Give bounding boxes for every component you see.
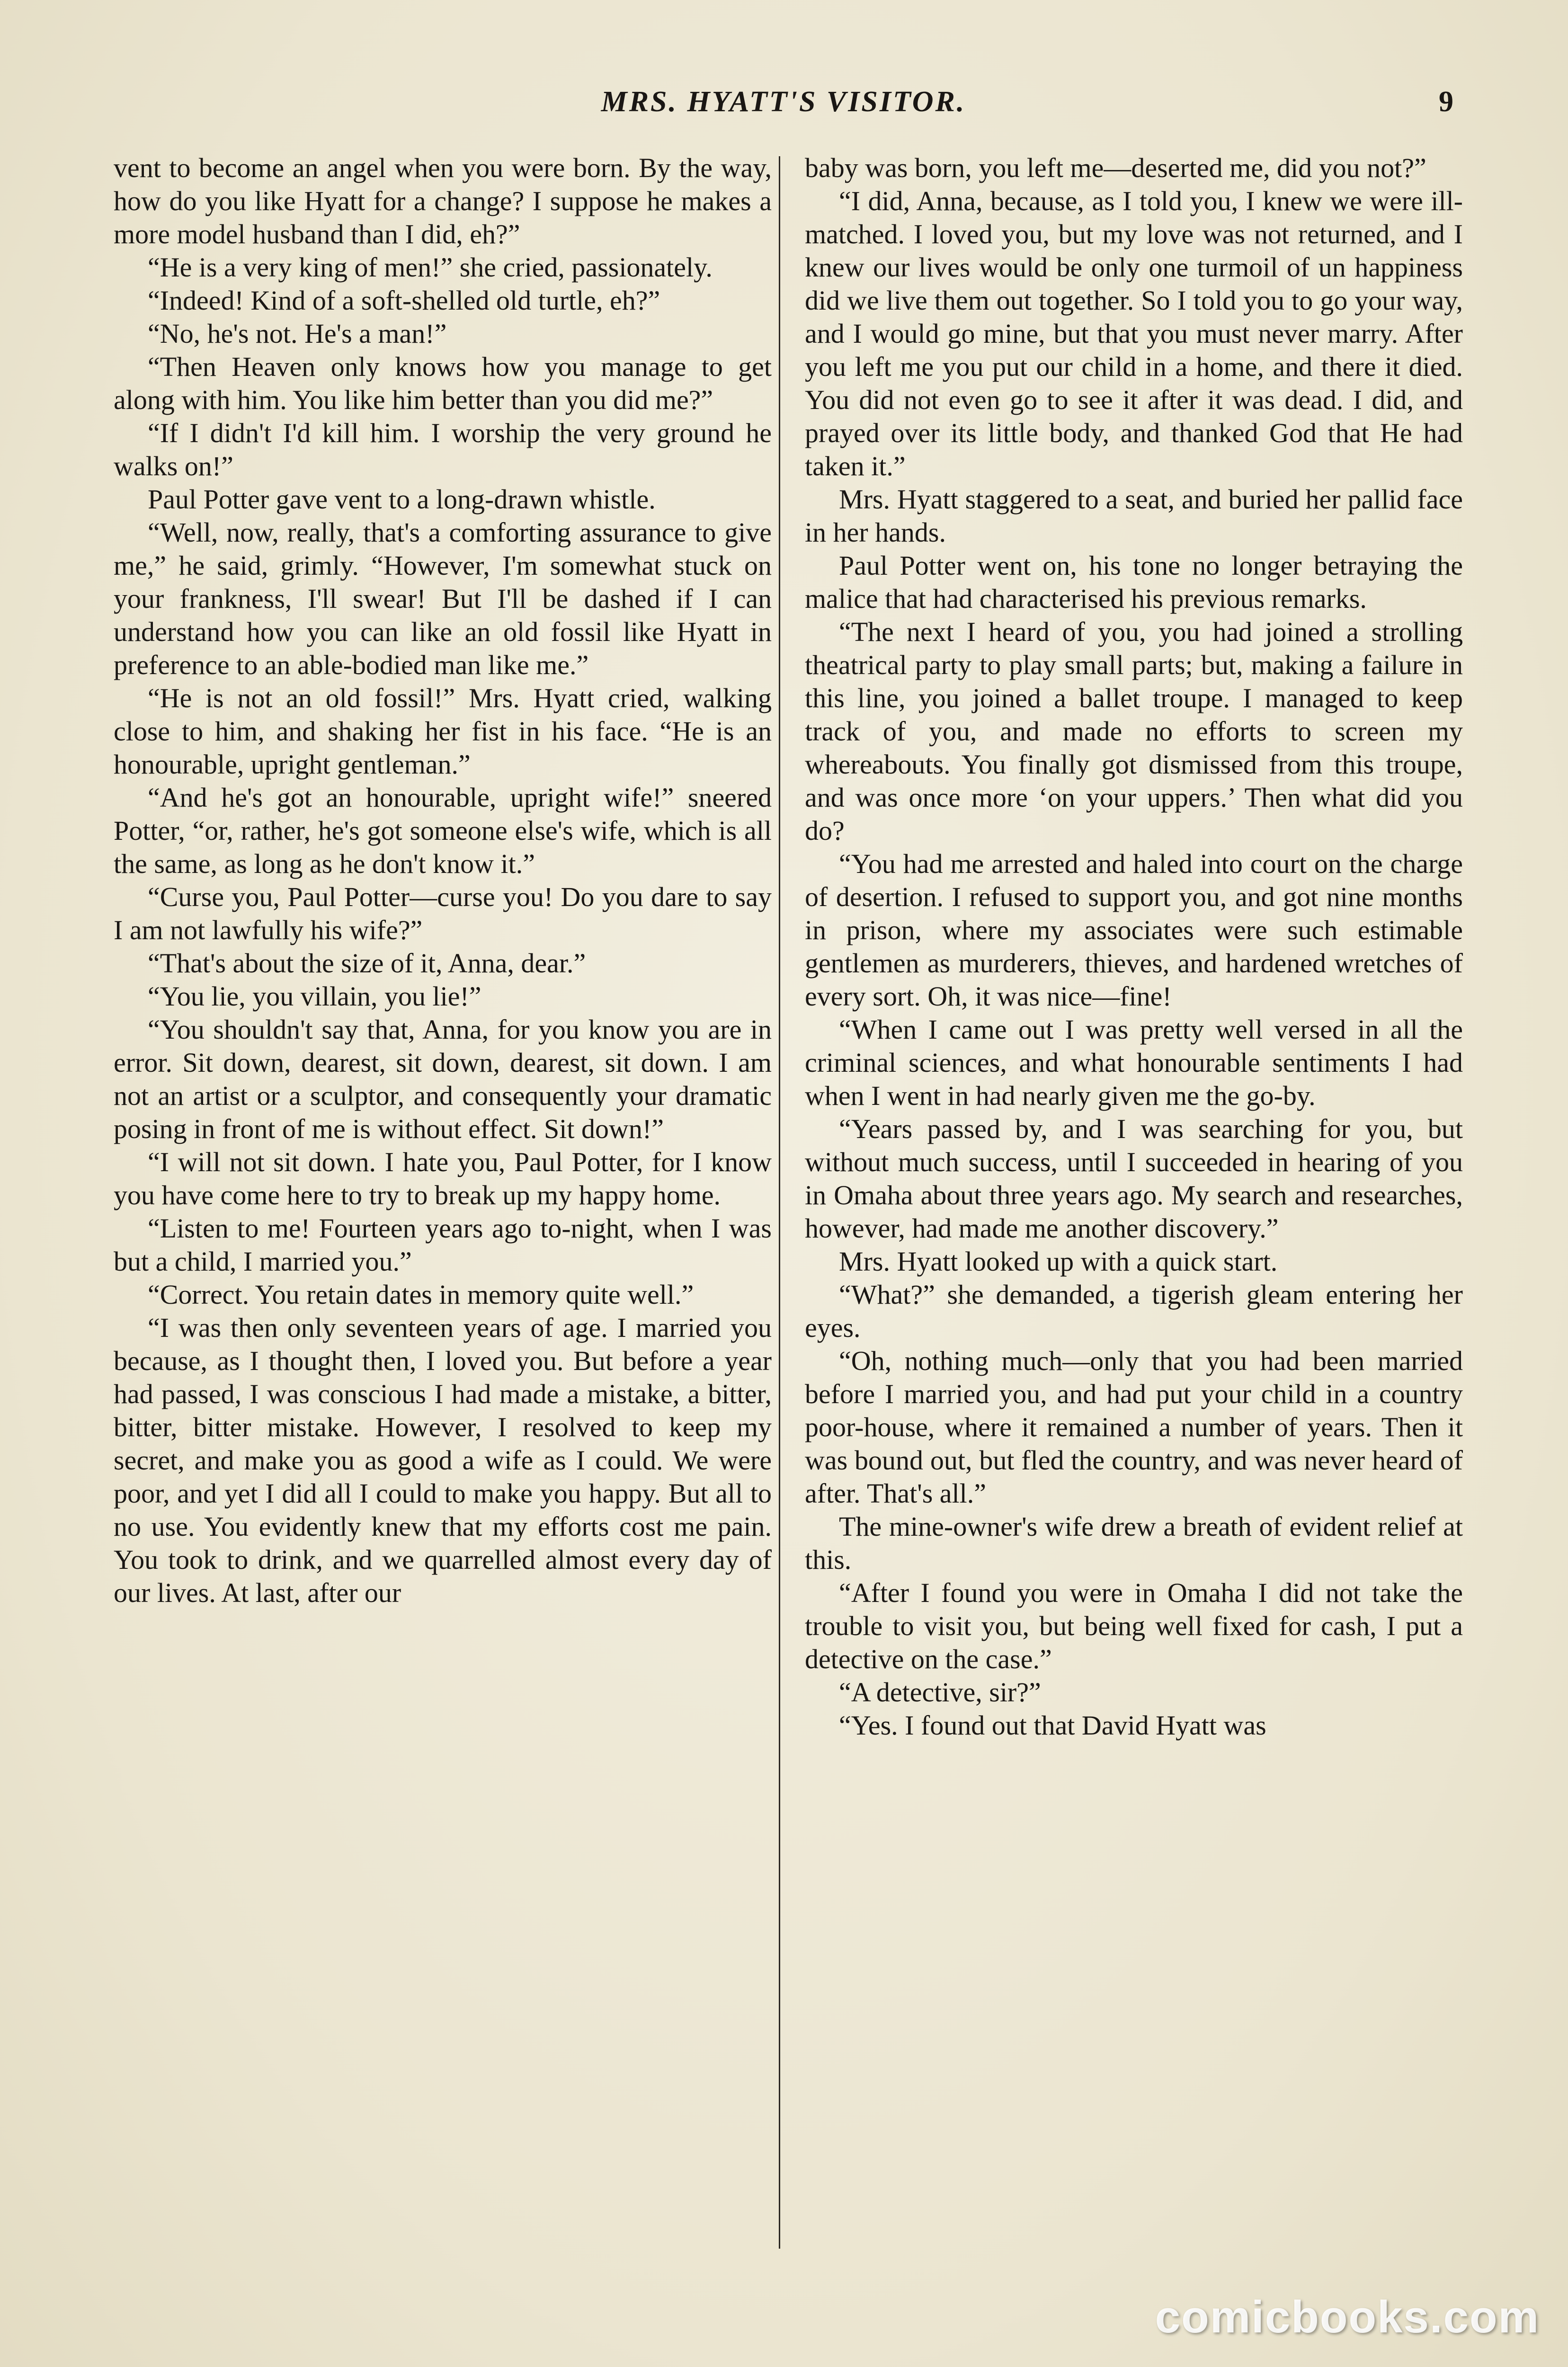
watermark: comicbooks.com <box>1155 2292 1540 2342</box>
paragraph: “The next I heard of you, you had joined a strolling theatrical party to play small parts; but, making a failure in this line, you joined a ballet troupe. I managed to keep track of you, and made no efforts to screen my whereabouts. You finally got dismissed from this troupe, and was once more ‘on your uppers.’ Then what did you do? <box>805 616 1463 846</box>
paragraph: “Correct. You retain dates in memory quite well.” <box>148 1279 694 1310</box>
page-header <box>114 85 1453 128</box>
paragraph: “That's about the size of it, Anna, dear.” <box>148 948 586 979</box>
paragraph: “I will not sit down. I hate you, Paul Potter, for I know you have come here to try to break up my happy home. <box>114 1147 772 1210</box>
paragraph: Mrs. Hyatt looked up with a quick start. <box>839 1246 1278 1277</box>
paragraph: “No, he's not. He's a man!” <box>148 318 447 349</box>
paragraph: The mine-owner's wife drew a breath of evident relief at this. <box>805 1511 1463 1575</box>
paragraph: “I was then only seventeen years of age. I married you because, as I thought then, I loved you. But before a year had passed, I was conscious I had made a mistake, a bitter, bitter, bitter mistake. However, I resolved to keep my secret, and make you as good a wife as I could. We were poor, and yet I did all I could to make you happy. But all to no use. You evidently knew that my efforts cost me pain. You took to drink, and we quarrelled almost every day of our lives. At last, after our <box>114 1312 772 1608</box>
paragraph: Paul Potter gave vent to a long-drawn whistle. <box>148 484 656 515</box>
page-number: 9 <box>1439 86 1453 118</box>
paragraph: “Yes. I found out that David Hyatt was <box>839 1710 1266 1741</box>
running-title: MRS. HYATT'S VISITOR. <box>601 86 966 118</box>
paragraph: “Oh, nothing much—only that you had been married before I married you, and had put your child in a country poor-house, where it remained a number of years. Then it was bound out, but fled the country, and was never heard of after. That's all.” <box>805 1345 1463 1509</box>
paragraph: “When I came out I was pretty well versed in all the criminal sciences, and what honourable sentiments I had when I went in had nearly given me the go-by. <box>805 1014 1463 1111</box>
paragraph: baby was born, you left me—deserted me, did you not?” <box>805 152 1426 183</box>
paragraph: Paul Potter went on, his tone no longer betraying the malice that had characterised his previous remarks. <box>805 550 1463 614</box>
paragraph: “Years passed by, and I was searching for you, but without much success, until I succeeded in hearing of you in Omaha about three years ago. My search and researches, however, had made me another discovery.” <box>805 1113 1463 1244</box>
paragraph: vent to become an angel when you were born. By the way, how do you like Hyatt for a change? I suppose he makes a more model husband than I did, eh?” <box>114 152 772 249</box>
paragraph: “And he's got an honourable, upright wife!” sneered Potter, “or, rather, he's got someone else's wife, which is all the same, as long as he don't know it.” <box>114 782 772 879</box>
paragraph: “You had me arrested and haled into court on the charge of desertion. I refused to support you, and got nine months in prison, where my associates were such estimable gentlemen as murderers, thieves, and hardened wretches of every sort. Oh, it was nice—fine! <box>805 848 1463 1012</box>
paragraph: “I did, Anna, because, as I told you, I knew we were ill-matched. I loved you, but my love was not returned, and I knew our lives would be only one turmoil of un happiness did we live them out together. So I told you to go your way, and I would go mine, but that you must never marry. After you left me you put our child in a home, and there it died. You did not even go to see it after it was dead. I did, and prayed over its little body, and thanked God that He had taken it.” <box>805 186 1463 481</box>
paragraph: “Listen to me! Fourteen years ago to-night, when I was but a child, I married you.” <box>114 1213 772 1277</box>
paragraph: “What?” she demanded, a tigerish gleam entering her eyes. <box>805 1279 1463 1343</box>
column-divider <box>779 156 780 2249</box>
paragraph: “You shouldn't say that, Anna, for you know you are in error. Sit down, dearest, sit down, dearest, sit down. I am not an artist or a sculptor, and consequently your dramatic posing in front of me is without effect. Sit down!” <box>114 1014 772 1144</box>
paragraph: “He is not an old fossil!” Mrs. Hyatt cried, walking close to him, and shaking her fist in his face. “He is an honourable, upright gentleman.” <box>114 683 772 780</box>
paragraph: “Curse you, Paul Potter—curse you! Do you dare to say I am not lawfully his wife?” <box>114 881 772 945</box>
paragraph: “Then Heaven only knows how you manage to get along with him. You like him better than you did me?” <box>114 351 772 415</box>
right-column <box>805 151 1463 2258</box>
left-column <box>114 151 772 2258</box>
paragraph: “Indeed! Kind of a soft-shelled old turtle, eh?” <box>148 285 660 316</box>
paragraph: “Well, now, really, that's a comforting assurance to give me,” he said, grimly. “However, I'm somewhat stuck on your frankness, I'll swear! But I'll be dashed if I can understand how you can like an old fossil like Hyatt in preference to an able-bodied man like me.” <box>114 517 772 680</box>
paragraph: Mrs. Hyatt staggered to a seat, and buried her pallid face in her hands. <box>805 484 1463 548</box>
paragraph: “You lie, you villain, you lie!” <box>148 981 481 1012</box>
paragraph: “A detective, sir?” <box>839 1677 1041 1708</box>
paragraph: “He is a very king of men!” she cried, passionately. <box>148 252 713 283</box>
paragraph: “After I found you were in Omaha I did not take the trouble to visit you, but being well fixed for cash, I put a detective on the case.” <box>805 1577 1463 1674</box>
paragraph: “If I didn't I'd kill him. I worship the very ground he walks on!” <box>114 418 772 481</box>
